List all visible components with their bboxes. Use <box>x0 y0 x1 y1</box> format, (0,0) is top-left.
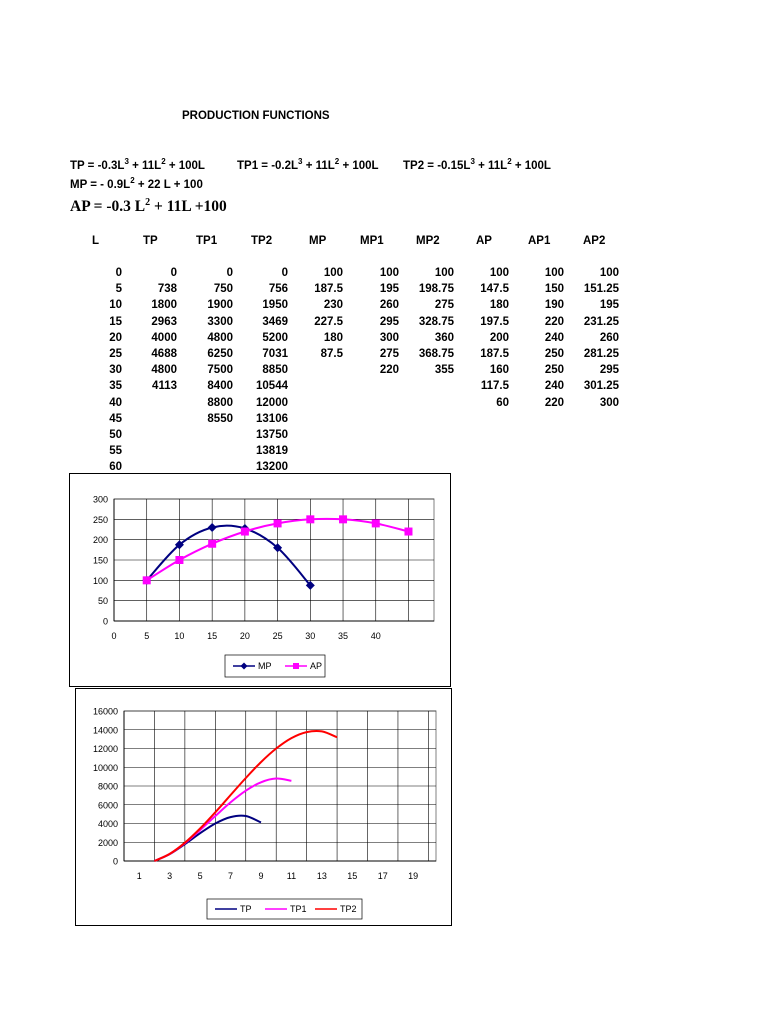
table-cell: 12000 <box>256 396 288 409</box>
x-tick-label: 5 <box>197 871 203 881</box>
column-header: TP1 <box>196 235 218 247</box>
ap-formula: AP = -0.3 $L^2 + 11L +100$ <box>70 196 227 215</box>
table-cell: 7031 <box>262 348 288 360</box>
y-tick-label: 2000 <box>97 837 118 848</box>
table-cell: 180 <box>489 299 509 312</box>
table-cell: 160 <box>489 364 509 377</box>
data-point-ap <box>208 540 216 548</box>
table-cell: 275 <box>379 348 399 360</box>
total-product-chart-frame <box>75 688 452 926</box>
x-tick-label: 7 <box>228 871 234 881</box>
table-cell: 190 <box>544 299 564 312</box>
table-cell: 260 <box>379 299 399 312</box>
column-header: TP2 <box>251 235 273 247</box>
legend-label: TP1 <box>290 904 307 914</box>
table-cell: 8800 <box>207 396 233 409</box>
x-tick-label: 11 <box>286 871 297 881</box>
marginal-average-chart-frame <box>69 473 451 687</box>
y-tick-label: 50 <box>97 596 108 607</box>
table-cell: 4800 <box>151 364 177 377</box>
x-tick-label: 1 <box>136 871 142 881</box>
table-cell: 117.5 <box>480 380 509 393</box>
data-point-ap <box>274 519 282 527</box>
table-cell: 198.75 <box>418 283 454 296</box>
y-tick-label: 150 <box>92 555 108 566</box>
table-cell: 15 <box>109 315 122 328</box>
table-cell: 0 <box>115 267 122 279</box>
column-header: MP <box>309 235 327 247</box>
x-tick-label: 35 <box>338 631 349 641</box>
y-tick-label: 12000 <box>92 744 118 754</box>
data-point-ap <box>372 519 380 527</box>
mp-formula: MP = - $0.9L^2 + 22$ L + 100 <box>70 176 203 191</box>
x-tick-label: 15 <box>347 871 358 881</box>
table-cell: 368.75 <box>418 348 454 360</box>
table-cell: 355 <box>434 364 454 377</box>
legend-label: TP <box>240 904 252 914</box>
table-cell: 300 <box>599 396 619 409</box>
table-cell: 240 <box>544 331 564 344</box>
table-cell: 195 <box>599 299 619 312</box>
y-tick-label: 10000 <box>92 762 118 773</box>
table-cell: 5200 <box>262 331 288 344</box>
data-point-ap <box>241 528 249 536</box>
y-tick-label: 250 <box>92 514 108 525</box>
table-cell: 260 <box>599 331 619 344</box>
total-product-chart <box>76 689 451 925</box>
table-cell: 10544 <box>256 380 288 393</box>
table-cell: 0 <box>281 267 288 279</box>
y-tick-label: 14000 <box>92 725 118 736</box>
table-cell: 7500 <box>207 364 233 377</box>
table-cell: 756 <box>268 283 288 296</box>
table-cell: 0 <box>226 267 233 279</box>
column-header: MP1 <box>360 235 384 247</box>
table-cell: 301.25 <box>583 380 619 393</box>
y-tick-label: 300 <box>92 494 108 505</box>
table-cell: 230 <box>323 299 343 312</box>
table-cell: 100 <box>323 267 343 279</box>
y-tick-label: 8000 <box>97 781 118 792</box>
legend-label: MP <box>258 661 272 671</box>
table-cell: 13750 <box>256 429 288 441</box>
tp2-formula: $TP2 = -0.15L^3 + 11L^2 + 100L$ <box>403 157 551 172</box>
legend-label: AP <box>310 661 323 671</box>
x-tick-label: 15 <box>207 631 218 641</box>
table-cell: 60 <box>109 461 122 474</box>
x-tick-label: 9 <box>258 871 264 881</box>
table-cell: 2963 <box>151 315 177 328</box>
table-cell: 8850 <box>262 364 288 377</box>
marginal-average-chart <box>70 474 450 686</box>
x-tick-label: 17 <box>377 871 388 881</box>
table-cell: 220 <box>544 315 564 328</box>
table-cell: 197.5 <box>480 315 509 328</box>
table-cell: 3469 <box>262 315 288 328</box>
table-cell: 13106 <box>256 412 288 425</box>
table-cell: 55 <box>109 445 122 458</box>
x-tick-label: 30 <box>305 631 316 641</box>
x-tick-label: 20 <box>239 631 250 641</box>
x-tick-label: 40 <box>370 631 381 641</box>
table-cell: 227.5 <box>314 315 343 328</box>
table-cell: 0 <box>170 267 177 279</box>
x-tick-label: 19 <box>408 871 419 881</box>
table-cell: 328.75 <box>418 315 454 328</box>
table-cell: 1950 <box>262 299 288 312</box>
table-cell: 4688 <box>151 348 177 360</box>
column-header: AP2 <box>583 235 606 247</box>
table-cell: 3300 <box>207 315 233 328</box>
table-cell: 87.5 <box>320 348 343 360</box>
table-cell: 30 <box>109 364 122 377</box>
table-cell: 231.25 <box>583 315 619 328</box>
column-header: AP <box>476 235 492 247</box>
table-cell: 40 <box>109 396 122 409</box>
table-cell: 100 <box>379 267 399 279</box>
table-cell: 13200 <box>256 461 288 474</box>
table-cell: 250 <box>544 364 564 377</box>
x-tick-label: 0 <box>111 631 117 641</box>
x-tick-label: 10 <box>174 631 185 641</box>
table-cell: 100 <box>599 267 619 279</box>
table-cell: 147.5 <box>480 283 509 296</box>
table-cell: 100 <box>434 267 454 279</box>
table-cell: 220 <box>379 364 399 377</box>
table-cell: 220 <box>544 396 564 409</box>
table-cell: 195 <box>379 283 399 296</box>
table-cell: 5 <box>115 283 122 296</box>
table-cell: 8550 <box>207 412 233 425</box>
table-cell: 4800 <box>207 331 233 344</box>
table-cell: 200 <box>489 331 509 344</box>
y-tick-label: 100 <box>92 575 108 586</box>
table-cell: 151.25 <box>583 283 619 296</box>
table-cell: 250 <box>544 348 564 360</box>
table-cell: 13819 <box>256 445 288 458</box>
legend-marker <box>293 663 299 669</box>
tp-formula: TP = $-0.3L^3 + 11L^2 + 100L$ <box>70 157 205 172</box>
x-tick-label: 25 <box>272 631 283 641</box>
tp1-formula: $TP1 = -0.2L^3 + 11L^2 + 100L$ <box>237 157 379 172</box>
table-cell: 35 <box>109 380 122 393</box>
table-cell: 275 <box>434 299 454 312</box>
x-tick-label: 3 <box>167 871 173 881</box>
table-cell: 1900 <box>207 299 233 312</box>
table-cell: 187.5 <box>480 348 509 360</box>
table-cell: 20 <box>109 331 122 344</box>
table-cell: 50 <box>109 429 122 441</box>
table-cell: 300 <box>379 331 399 344</box>
data-point-ap <box>404 528 412 536</box>
y-tick-label: 4000 <box>97 819 118 829</box>
table-cell: 100 <box>544 267 564 279</box>
y-tick-label: 200 <box>92 535 108 546</box>
column-header: TP <box>143 235 158 247</box>
table-cell: 295 <box>379 315 399 328</box>
column-header: AP1 <box>528 235 551 247</box>
table-cell: 150 <box>544 283 564 296</box>
table-cell: 45 <box>109 412 122 425</box>
y-tick-label: 6000 <box>97 800 118 811</box>
data-point-ap <box>339 515 347 523</box>
table-cell: 750 <box>213 283 233 296</box>
y-tick-label: 0 <box>102 616 108 627</box>
table-cell: 360 <box>434 331 454 344</box>
x-tick-label: 5 <box>144 631 150 641</box>
table-cell: 1800 <box>151 299 177 312</box>
legend-label: TP2 <box>340 904 357 914</box>
table-cell: 8400 <box>207 380 233 393</box>
table-cell: 295 <box>599 364 619 377</box>
y-tick-label: 0 <box>112 856 118 867</box>
table-cell: 10 <box>109 299 122 312</box>
table-cell: 240 <box>544 380 564 393</box>
page-title: PRODUCTION FUNCTIONS <box>182 110 330 122</box>
table-cell: 4000 <box>151 331 177 344</box>
table-cell: 4113 <box>152 380 177 393</box>
table-cell: 187.5 <box>314 283 343 296</box>
table-cell: 25 <box>109 348 122 360</box>
data-point-ap <box>306 515 314 523</box>
column-header: L <box>92 235 100 247</box>
table-cell: 738 <box>157 283 177 296</box>
table-cell: 60 <box>496 396 509 409</box>
y-tick-label: 16000 <box>92 706 118 717</box>
data-point-ap <box>143 576 151 584</box>
table-cell: 6250 <box>207 348 233 360</box>
x-tick-label: 13 <box>316 871 327 881</box>
table-cell: 180 <box>323 331 343 344</box>
data-point-ap <box>175 556 183 564</box>
table-cell: 100 <box>489 267 509 279</box>
table-cell: 281.25 <box>583 348 619 360</box>
column-header: MP2 <box>416 235 440 247</box>
